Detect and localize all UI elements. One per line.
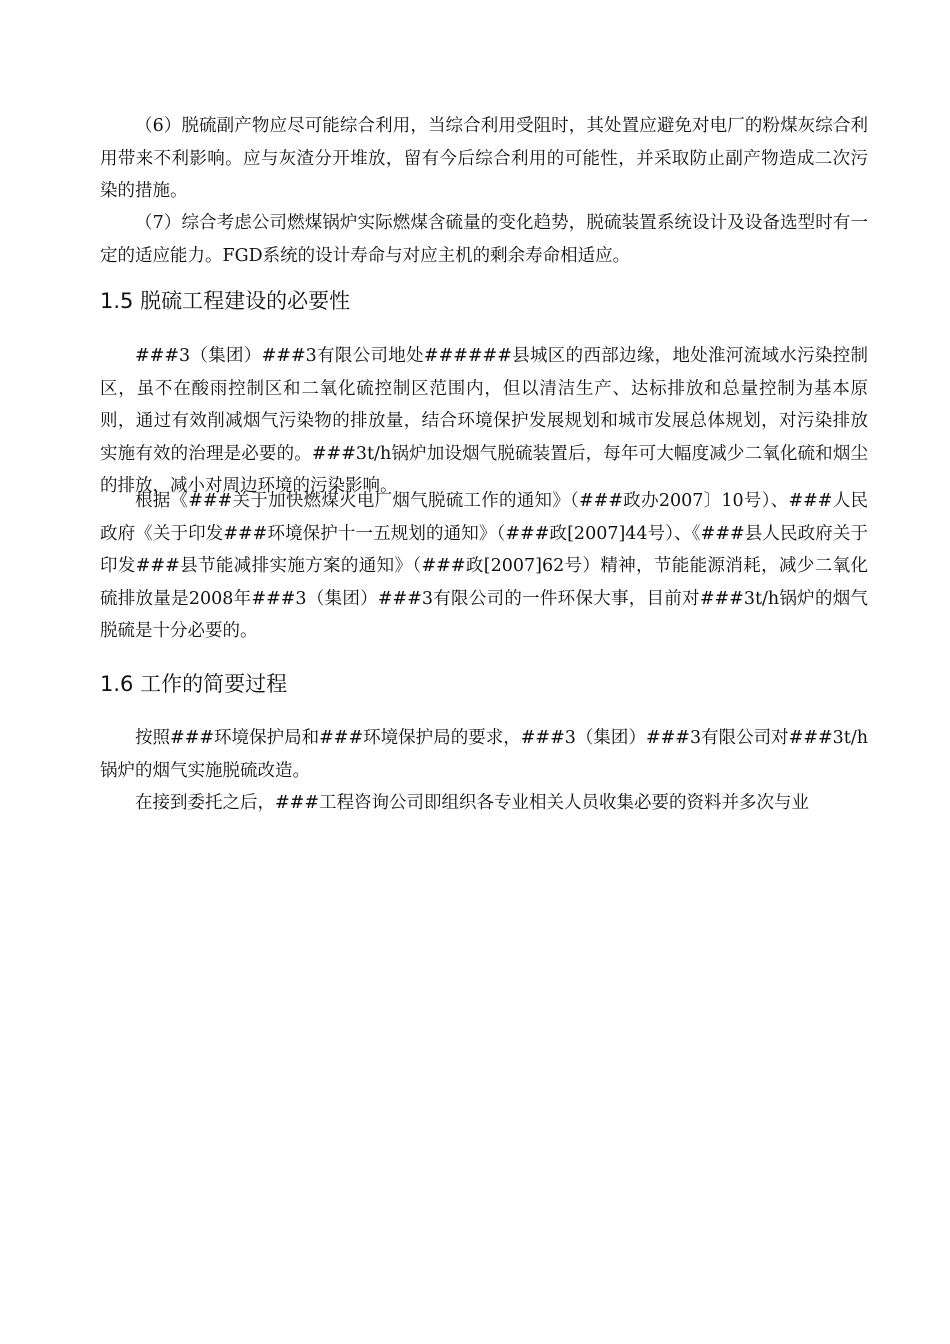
paragraph-process-2: 在接到委托之后，###工程咨询公司即组织各专业相关人员收集必要的资料并多次与业	[135, 793, 809, 813]
paragraph-process-1: 按照###环境保护局和###环境保护局的要求，###3（集团）###3有限公司对###3t/h锅炉的烟气实施脱硫改造。	[100, 728, 868, 781]
section-heading-1-6: 1.6 工作的简要过程	[100, 672, 288, 696]
paragraph-necessity-1: ###3（集团）###3有限公司地处######县城区的西部边缘，地处淮河流域水污染控制区，虽不在酸雨控制区和二氧化硫控制区范围内，但以清洁生产、达标排放和总量控制为基本原则，通过有效削减烟气污染物的排放量，结合环境保护发展规划和城市发展总体规划，对污染排放实施有效的治理是必要的。###3t/h锅炉加设烟气脱硫装置后，每年可大幅度减少二氧化硫和烟尘的排放，减小对周边环境的污染影响。	[100, 346, 868, 496]
section-heading-1-5: 1.5 脱硫工程建设的必要性	[100, 289, 351, 313]
paragraph-item-6: （6）脱硫副产物应尽可能综合利用，当综合利用受阻时，其处置应避免对电厂的粉煤灰综合利用带来不利影响。应与灰渣分开堆放，留有今后综合利用的可能性，并采取防止副产物造成二次污染的措施。	[100, 116, 868, 201]
paragraph-necessity-2: 根据《###关于加快燃煤火电厂烟气脱硫工作的通知》（###政办2007〕10号）、###人民政府《关于印发###环境保护十一五规划的通知》（###政[2007]44号）、《###县人民政府关于印发###县节能减排实施方案的通知》（###政[2007]62号）精神，节能能源消耗，减少二氧化硫排放量是2008年###3（集团）###3有限公司的一件环保大事，目前对###3t/h锅炉的烟气脱硫是十分必要的。	[100, 491, 868, 641]
paragraph-item-7: （7）综合考虑公司燃煤锅炉实际燃煤含硫量的变化趋势，脱硫装置系统设计及设备选型时有一定的适应能力。FGD系统的设计寿命与对应主机的剩余寿命相适应。	[100, 213, 868, 266]
